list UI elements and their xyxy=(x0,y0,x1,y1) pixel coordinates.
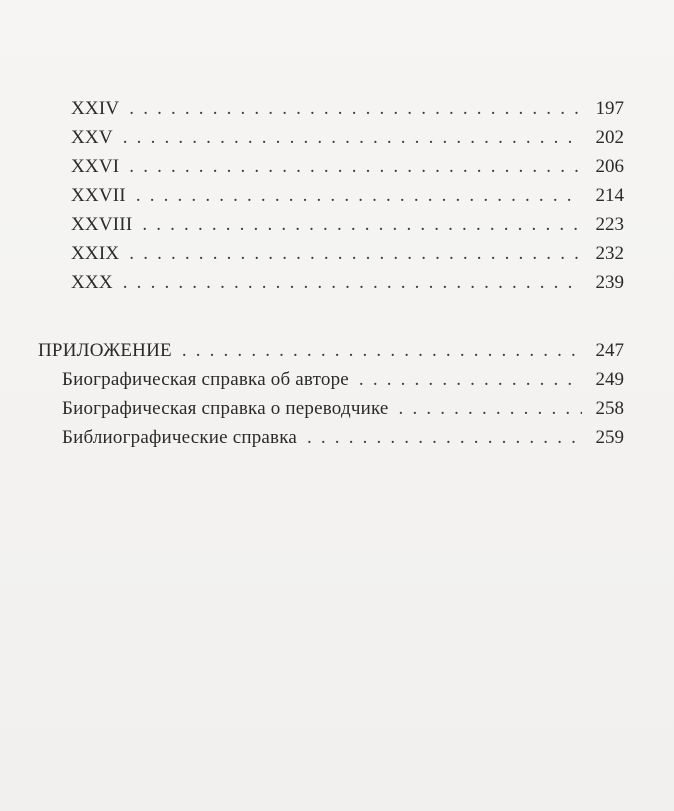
toc-entry-label: XXV xyxy=(71,127,113,148)
toc-entry-page-number: 202 xyxy=(595,127,624,148)
dot-leader xyxy=(129,155,582,179)
dot-leader xyxy=(182,339,582,363)
toc-entry-chapter-29 xyxy=(71,242,624,266)
toc-entry-label: XXIV xyxy=(71,98,120,119)
toc-entry-label: Биографическая справка о переводчике xyxy=(62,398,389,419)
toc-entry-page-number: 206 xyxy=(595,156,624,177)
dot-leader xyxy=(123,271,582,295)
toc-entry-label: Библиографические справка xyxy=(62,427,297,448)
toc-entry-label: XXVII xyxy=(71,185,126,206)
toc-entry-page-number: 247 xyxy=(595,340,624,361)
toc-entry-chapter-27 xyxy=(71,184,624,208)
toc-entry-label: ПРИЛОЖЕНИЕ xyxy=(38,340,172,361)
toc-entry-page-number: 214 xyxy=(595,185,624,206)
toc-entry-label: XXIX xyxy=(71,243,120,264)
toc-entry-translator-biography xyxy=(62,397,624,421)
toc-entry-page-number: 258 xyxy=(595,398,624,419)
toc-entry-label: XXX xyxy=(71,272,113,293)
dot-leader xyxy=(129,242,582,266)
toc-entry-appendix xyxy=(38,339,624,363)
toc-entry-chapter-25 xyxy=(71,126,624,150)
toc-entry-page-number: 232 xyxy=(595,243,624,264)
toc-entry-page-number: 197 xyxy=(595,98,624,119)
toc-entry-page-number: 259 xyxy=(595,427,624,448)
dot-leader xyxy=(307,426,582,450)
toc-entry-label: XXVI xyxy=(71,156,120,177)
toc-entry-label: XXVIII xyxy=(71,214,133,235)
toc-entry-chapter-24 xyxy=(71,97,624,121)
toc-entry-page-number: 249 xyxy=(595,369,624,390)
dot-leader xyxy=(136,184,582,208)
dot-leader xyxy=(399,397,582,421)
toc-entry-page-number: 239 xyxy=(595,272,624,293)
toc-entry-author-biography xyxy=(62,368,624,392)
dot-leader xyxy=(129,97,582,121)
toc-entry-page-number: 223 xyxy=(595,214,624,235)
toc-entry-label: Биографическая справка об авторе xyxy=(62,369,349,390)
toc-entry-chapter-28 xyxy=(71,213,624,237)
dot-leader xyxy=(359,368,582,392)
dot-leader xyxy=(142,213,582,237)
dot-leader xyxy=(123,126,582,150)
toc-entry-chapter-26 xyxy=(71,155,624,179)
toc-entry-bibliography xyxy=(62,426,624,450)
toc-entry-chapter-30 xyxy=(71,271,624,295)
